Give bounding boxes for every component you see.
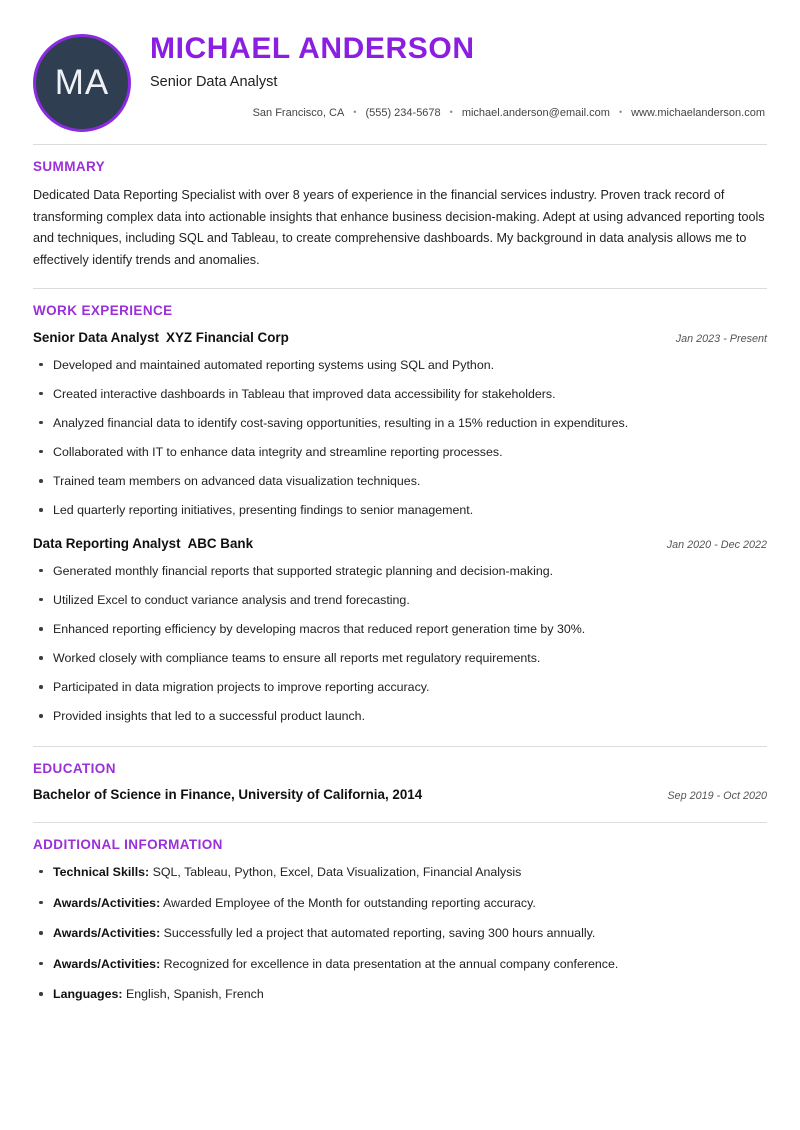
list-item: Worked closely with compliance teams to ensure all reports met regulatory requirements. [33,649,767,668]
contact-website[interactable]: www.michaelanderson.com [631,106,765,119]
list-item: Analyzed financial data to identify cost-saving opportunities, resulting in a 15% reduction in expenditures. [33,414,767,433]
list-item: Generated monthly financial reports that supported strategic planning and decision-making. [33,562,767,581]
list-item: Trained team members on advanced data visualization techniques. [33,472,767,491]
education-degree: Bachelor of Science in Finance, University of California, 2014 [33,786,423,802]
job-bullets [33,356,767,520]
header-text-block [131,30,767,119]
job-title-line [33,329,289,347]
education-date: Sep 2019 - Oct 2020 [667,789,767,802]
contact-phone[interactable]: (555) 234-5678 [365,106,441,119]
list-item [33,894,767,913]
work-experience-list [33,329,767,746]
list-item: Created interactive dashboards in Tableau that improved data accessibility for stakeholders. [33,385,767,404]
list-item: Led quarterly reporting initiatives, presenting findings to senior management. [33,501,767,520]
list-item [33,924,767,943]
info-value: Recognized for excellence in data presentation at the annual company conference. [163,956,619,971]
job-role: Data Reporting Analyst [33,535,181,551]
header-job-title: Senior Data Analyst [150,73,278,90]
list-item: Collaborated with IT to enhance data integrity and streamline reporting processes. [33,443,767,462]
additional-information-list [33,863,767,1026]
list-item [33,985,767,1004]
summary-text: Dedicated Data Reporting Specialist with over 8 years of experience in the financial services industry. Proven track record of transforming complex data into actionable insights that enhance business decision-making. Adept at using advanced reporting tools and techniques, including SQL and Tableau, to create comprehensive dashboards. My background in data analysis allows me to effectively identify trends and anomalies. [33,188,765,267]
info-label: Awards/Activities: [53,956,161,971]
list-item: Participated in data migration projects to improve reporting accuracy. [33,678,767,697]
section-summary [33,145,767,288]
contact-email[interactable]: michael.anderson@email.com [461,106,610,119]
list-item: Provided insights that led to a successful product launch. [33,707,767,726]
info-value: SQL, Tableau, Python, Excel, Data Visualization, Financial Analysis [152,864,522,879]
bullet-separator-icon: • [618,107,623,117]
contact-location: San Francisco, CA [252,106,345,119]
job-header [33,329,767,347]
job-entry [33,329,767,522]
job-bullets [33,562,767,726]
info-value: Awarded Employee of the Month for outstanding reporting accuracy. [162,895,536,910]
job-company: ABC Bank [187,535,254,551]
section-title-education: EDUCATION [33,760,116,776]
list-item [33,863,767,882]
bullet-separator-icon: • [449,107,453,117]
info-label: Awards/Activities: [53,895,161,910]
resume-header [33,0,767,144]
job-date: Jan 2023 - Present [675,332,767,345]
section-education [33,747,767,822]
info-value: Successfully led a project that automated reporting, saving 300 hours annually. [163,926,596,941]
info-label: Technical Skills: [53,864,150,879]
section-work-experience [33,289,767,746]
contact-row [150,107,767,119]
avatar-initials: MA [54,63,110,102]
list-item: Utilized Excel to conduct variance analysis and trend forecasting. [33,591,767,610]
job-role: Senior Data Analyst [33,329,160,345]
section-additional-information [33,823,767,1026]
section-title-summary: SUMMARY [33,159,106,174]
info-label: Awards/Activities: [53,926,161,941]
job-date: Jan 2020 - Dec 2022 [666,538,767,551]
page-title: MICHAEL ANDERSON [150,32,475,65]
job-company: XYZ Financial Corp [166,329,289,345]
job-entry [33,522,767,728]
bullet-separator-icon: • [353,107,357,117]
job-title-line [33,535,253,553]
list-item [33,955,767,974]
list-item: Developed and maintained automated reporting systems using SQL and Python. [33,356,767,375]
info-label: Languages: [53,987,123,1002]
job-header [33,535,767,553]
education-entry [33,787,767,822]
info-value: English, Spanish, French [126,987,264,1002]
list-item: Enhanced reporting efficiency by developing macros that reduced report generation time by 30%. [33,620,767,639]
avatar [33,34,131,132]
section-title-work-experience: WORK EXPERIENCE [33,302,173,318]
section-title-additional-information: ADDITIONAL INFORMATION [33,836,223,852]
